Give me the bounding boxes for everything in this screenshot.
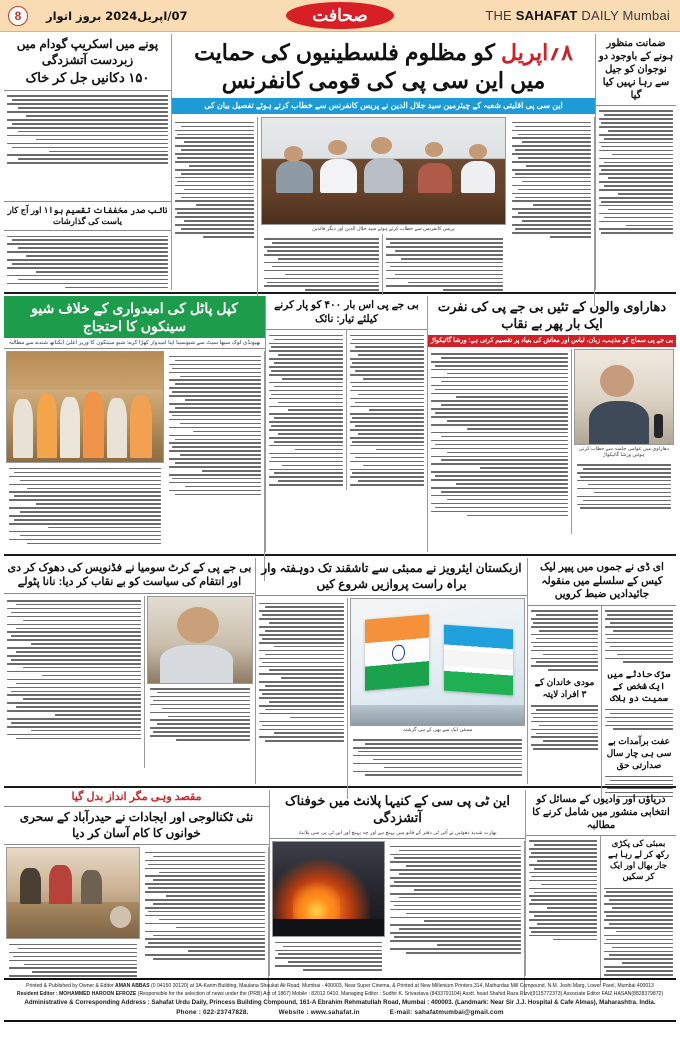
protest-body-side bbox=[166, 351, 265, 581]
pune-fire-subhead: ۱۵۰ دکانیں جل کر خاک bbox=[25, 70, 150, 86]
ntpc-photo-block bbox=[270, 841, 387, 995]
ntpc-subhead: بھارت شدید دھوئیں نے آئی ٹی دفتر کے قابو میں پہنچ ہے اور چہ پہنچ اور این ٹی پی سی پلانٹ bbox=[298, 829, 497, 836]
footer-line2-suffix: (Responsible for the selection of news under the (PRB) Act of 1867) Mobile : 82012 0410, Managing Editor : Sudhir K. Srivastava (8433791104) Asstt. head Shahid Raza Rizvi(9115772373) Associate Editor FAIZ HASAN(8828379872) bbox=[136, 990, 664, 997]
footer-address: Administrative & Corresponding Address : Sahafat Urdu Daily, Princess Building Compound, 161-A Ebrahim Rehmatullah Road, Mumbai : 400003. (Landmark: Near Sir J.J. Hospital & Cafe Almas), Maharashtra. India. bbox=[24, 999, 656, 1007]
daily-title-brand: SAHAFAT bbox=[515, 8, 578, 23]
footer-contact bbox=[4, 1008, 676, 1018]
ntpc-body-side bbox=[387, 841, 525, 995]
band-lead bbox=[4, 34, 676, 290]
footer-line2-prefix: Resident Editor : bbox=[16, 990, 60, 997]
bjp400-body-2 bbox=[266, 330, 347, 490]
footer-resident-editor-name: MOHAMMED HAROON EFROZE bbox=[59, 990, 137, 997]
modi-family-headline: مودی خاندان کے ۳ افراد لاپتہ bbox=[534, 677, 595, 699]
issue-date: 07/اپریل2024 بروز اتوار bbox=[46, 8, 188, 23]
lead-headline-rest: کو مظلوم فلسطینیوں کی حمایت میں این سی پی کی قومی کانفرنس bbox=[194, 40, 546, 93]
daily-title-prefix: THE bbox=[485, 8, 516, 23]
newspaper-logo bbox=[286, 2, 394, 29]
story-hyderabad-sehri bbox=[4, 790, 270, 976]
sehri-headline: نئی ٹکنالوجی اور ایجادات نے حیدرآباد کے سحری خوانوں کا کام آسان کر دیا bbox=[19, 810, 254, 840]
sehri-kicker: مقصد وہی مگر انداز بدل گیا bbox=[71, 791, 202, 803]
protest-photo-block bbox=[4, 351, 166, 581]
lead-body-col-1 bbox=[383, 234, 506, 295]
ntpc-fire-photo bbox=[272, 841, 385, 937]
rivers-headline: دریاؤں اور وادیوں کے مسائل کو انتخابی منشور میں شامل کرنے کا مطالبہ bbox=[532, 794, 670, 831]
protest-subhead: بھیونڈی لوک سبھا سیٹ سے شیوسینا اپنا امیدوار کھڑا کرے: شیو سینکوں کا وزیر اعلیٰ ایکناتھ شندے سے مطالبہ bbox=[8, 340, 261, 347]
patole-photo-block bbox=[145, 596, 255, 768]
lead-photo-block bbox=[258, 117, 509, 306]
story-ncp-conference bbox=[172, 34, 596, 290]
flags-aircraft-photo bbox=[350, 598, 525, 726]
band-four bbox=[4, 790, 676, 976]
story-dharavi bbox=[428, 296, 676, 552]
footer-printed-published bbox=[4, 983, 676, 991]
lead-body-col-4 bbox=[509, 117, 595, 306]
footer-resident-editor bbox=[4, 991, 676, 999]
bail-body bbox=[596, 106, 676, 296]
lead-body-col-2 bbox=[261, 234, 384, 295]
lead-headline-date: ۸؍اپریل bbox=[501, 40, 573, 65]
pune-fire-body bbox=[4, 91, 171, 201]
ed-headline: ای ڈی نے جموں میں پیپر لیک کیس کے سلسلے میں منقولہ جائیدادیں ضبط کرویں bbox=[540, 561, 664, 601]
band-two bbox=[4, 296, 676, 552]
bjp400-body-1 bbox=[347, 330, 428, 490]
page-number-badge: 8 bbox=[8, 6, 28, 26]
story-kapil-patil-protest bbox=[4, 296, 266, 552]
far-right-headline: بمبئی کی پکڑی رکھ کر لے رہا ہے جار بھال اور ایک کر سکیں bbox=[608, 838, 669, 882]
pune-second-headline: نائب صدر مخففات تقسیم ہوا۱ اور آج کار یاست کی گذارشات bbox=[7, 205, 168, 227]
ed-body-2 bbox=[528, 606, 602, 802]
dharavi-body-side bbox=[428, 349, 572, 534]
footer-website[interactable]: Website : www.sahafat.in bbox=[278, 1008, 360, 1016]
patole-body-main bbox=[147, 684, 253, 768]
road-accident-headline: سڑک حادثے میں ایک شخص کے سمیت دو ہلاک bbox=[607, 669, 671, 703]
protest-headline: کپل پاٹل کی امیدواری کے خلاف شیو سینکوں کا احتجاج bbox=[4, 296, 265, 338]
dharavi-body-main bbox=[574, 460, 674, 534]
story-bjp-400 bbox=[266, 296, 428, 552]
sehri-kitchen-photo bbox=[6, 847, 140, 939]
uzairways-body-side bbox=[256, 598, 348, 799]
page-content bbox=[4, 34, 676, 974]
patole-body-side bbox=[4, 596, 145, 768]
footer-bottom-rule bbox=[4, 1020, 676, 1022]
footer-phone: Phone : 022-23747828. bbox=[176, 1008, 249, 1016]
daily-title bbox=[485, 8, 670, 23]
bail-headline: ضمانت منظور ہونے کے باوجود دو نوجوان کو جیل سے رہا نہیں کیا گیا bbox=[598, 38, 674, 101]
rivers-body-2 bbox=[526, 836, 601, 984]
story-pune-fire bbox=[4, 34, 172, 290]
footer-owner-editor-name: AMAN ABBAS bbox=[115, 983, 150, 989]
ed-body-1 bbox=[602, 606, 676, 802]
press-conference-photo bbox=[261, 117, 506, 225]
uzairways-photo-block bbox=[348, 598, 527, 799]
rivers-body-1 bbox=[601, 836, 676, 984]
patole-headline: بی جے پی کے کرٹ سومیا نے فڈنویس کی دھوک کر دی اور انتقام کی سیاست کو بے نقاب کر دیا: نانا پٹولے bbox=[7, 562, 252, 589]
story-ed-paper-leak bbox=[528, 558, 676, 784]
daily-title-suffix: DAILY Mumbai bbox=[577, 8, 670, 23]
lead-headline bbox=[172, 34, 595, 98]
uzairways-photo-caption: ممبئی ایک سے بھی کے ہی گزشتہ bbox=[402, 727, 473, 734]
story-patole bbox=[4, 558, 256, 784]
page-footer bbox=[4, 978, 676, 1022]
protest-rally-photo bbox=[6, 351, 164, 463]
band-three bbox=[4, 558, 676, 784]
footer-line1-prefix: Printed & Published by Owner & Editor bbox=[26, 983, 116, 989]
ntpc-headline: این ٹی پی سی کے کنیہا پلانٹ میں خوفناک آتشزدگی bbox=[284, 793, 511, 825]
footer-email[interactable]: E-mail: sahafatmumbai@gmail.com bbox=[389, 1008, 504, 1016]
varsha-gaikwad-photo bbox=[574, 349, 674, 445]
exports-headline: عفت برآمدات بے سی ہی چار سال صدارتی حق bbox=[606, 736, 672, 770]
story-ntpc-fire bbox=[270, 790, 526, 976]
uzairways-headline: ازبکستان ایئرویز نے ممبئی سے تاشقند تک دوہفتہ وار براہ راست پروازیں شروع کیں bbox=[261, 561, 522, 591]
lead-photo-caption: پریس کانفرنس سے خطاب کرتے ہوئے سید جلال الدین اور دیگر قائدین bbox=[312, 226, 455, 233]
footer-line1-suffix: (0 94150 20120) at 3A-Karim Building, Maulana Shaukat Ali Road, Mumbai - 400003, Near Super Cinema, & Printed at New Millenium Printers,314, Mathurdas Mill Compound, N.M. Joshi Marg, Lower Parel, Mumbai 400013 bbox=[149, 983, 654, 989]
lead-subbar: این سی پی اقلیتی شعبہ کے چیئرمین سید جلال الدین نے پریس کانفرنس سے خطاب کرتے ہوئے تفصیل بیان کی bbox=[172, 98, 595, 114]
dharavi-headline: دھاراوی والوں کے تئیں بی جے پی کی نفرت ایک بار پھر بے نقاب bbox=[437, 299, 667, 331]
logo-text: صحافت bbox=[286, 2, 394, 29]
story-bail-denied bbox=[596, 34, 676, 290]
story-rivers-valleys bbox=[526, 790, 676, 976]
pune-fire-headline: پونے میں اسکریپ گودام میں زبردست آتشزدگی bbox=[16, 37, 159, 67]
dharavi-photo-caption: دھاراوی میں عوامی جلسہ سے خطاب کرتی ہوئیں ورشا گائیکواڑ bbox=[578, 445, 669, 459]
dharavi-photo-block bbox=[572, 349, 676, 534]
bjp400-headline: بی جے پی اس بار ۴۰۰ کو پار کرنے کیلئے تیار: نائک bbox=[274, 299, 419, 325]
patole-portrait-photo bbox=[147, 596, 253, 684]
dharavi-subbar: بی جے پی سماج کو مذہب، زبان، لباس اور معاش کی بنیاد پر تقسیم کرتی ہے: ورشا گائیکواڑ bbox=[428, 335, 676, 347]
lead-body-col-3 bbox=[172, 117, 258, 306]
masthead bbox=[0, 0, 680, 32]
story-uzbekistan-airways bbox=[256, 558, 528, 784]
